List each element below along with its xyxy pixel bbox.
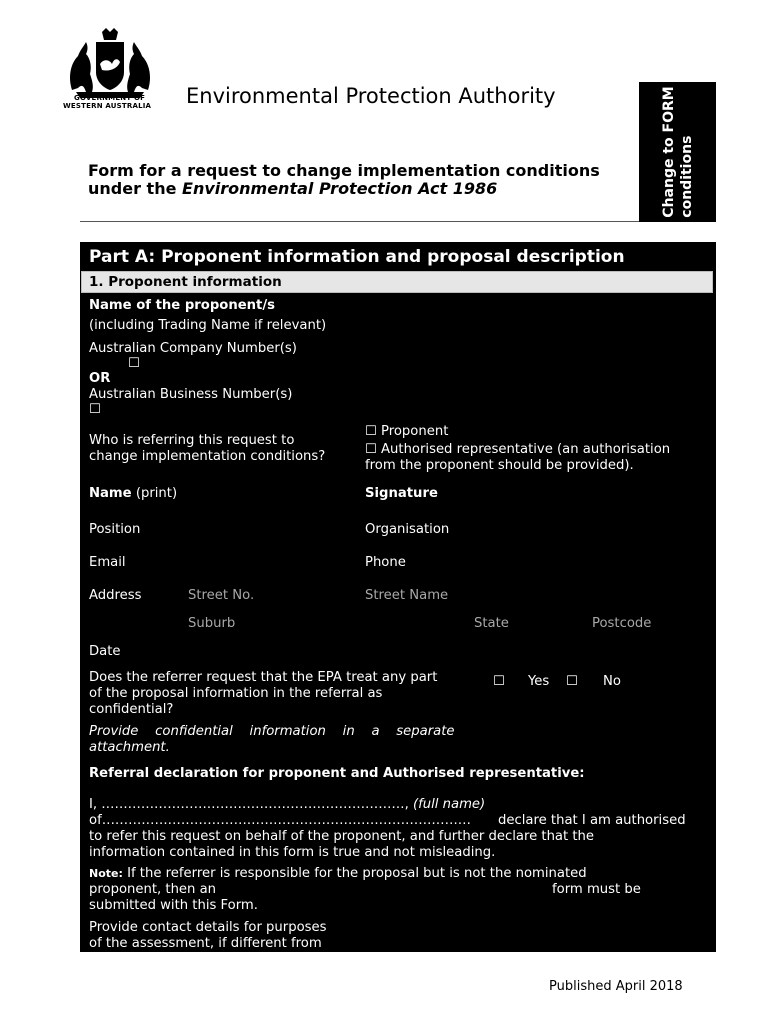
declaration-of-dots: of………………………………………………………………………… [89,813,471,828]
agency-name: Environmental Protection Authority [186,84,556,108]
or-label: OR [89,371,111,386]
part-a-panel [80,242,716,952]
declaration-line-1 [89,797,485,813]
note-label: Note: [89,867,123,880]
section-1-header [81,271,713,293]
published-date: Published April 2018 [549,979,683,994]
option-authorised-representative[interactable]: ☐ Authorised representative (an authorisation [365,442,671,457]
form-type-tab-text [660,86,696,217]
organisation-label: Organisation [365,522,450,537]
position-label: Position [89,522,141,537]
note-text: If the referrer is responsible for the proposal but is not the nominated [122,866,587,881]
address-label: Address [89,588,142,603]
no-label: No [603,674,621,689]
confidential-question-line-3: confidential? [89,702,174,717]
acn-checkbox[interactable]: ☐ [128,356,140,371]
confidential-question-line-1: Does the referrer request that the EPA treat any part [89,670,438,685]
trading-name-note: (including Trading Name if relevant) [89,318,327,333]
abn-label: Australian Business Number(s) [89,387,293,402]
provide-confidential-line-1: Provide confidential information in a separate [89,724,455,739]
form-type-tab [639,82,716,222]
declaration-heading: Referral declaration for proponent and Authorised representative: [89,766,585,781]
header-divider [80,221,716,222]
state-field[interactable]: State [474,616,509,631]
note-line-2b: form must be [552,882,641,897]
signature-label: Signature [365,486,438,501]
part-a-heading: Part A: Proponent information and proposal description [89,247,625,267]
contact-line-1: Provide contact details for purposes [89,920,327,935]
confidential-question-line-2: of the proposal information in the referral as [89,686,383,701]
declaration-line-3: to refer this request on behalf of the proponent, and further declare that the [89,829,595,844]
abn-checkbox[interactable]: ☐ [89,402,101,417]
phone-label: Phone [365,555,406,570]
declaration-line-4: information contained in this form is true and not misleading. [89,845,496,860]
no-checkbox[interactable]: ☐ [566,674,578,689]
acn-label: Australian Company Number(s) [89,341,297,356]
yes-label: Yes [528,674,550,689]
name-of-proponent-label: Name of the proponent/s [89,298,276,313]
street-no-field[interactable]: Street No. [188,588,255,603]
note-line-1 [89,866,587,882]
postcode-field[interactable]: Postcode [592,616,652,631]
section-1-label: 1. Proponent information [89,274,282,290]
government-line-1: GOVERNMENT OF [74,94,146,102]
referrer-question-line-2: change implementation conditions? [89,449,326,464]
option-proponent[interactable]: ☐ Proponent [365,424,449,439]
declaration-name-dots: I, ……………………………………………………………, [89,797,413,812]
declaration-authorised-text: declare that I am authorised [498,813,686,828]
provide-confidential-line-2: attachment. [89,740,170,755]
name-label: Name [89,486,132,501]
street-name-field[interactable]: Street Name [365,588,449,603]
suburb-field[interactable]: Suburb [188,616,236,631]
date-label: Date [89,644,121,659]
print-label: (print) [131,486,178,501]
email-label: Email [89,555,126,570]
act-name: Environmental Protection Act 1986 [182,179,498,198]
form-type-line-1: Change to FORM [660,86,677,218]
form-title-text: Form for a request to change implementation conditions under the [88,161,600,198]
option-authorised-note: from the proponent should be provided). [365,458,634,473]
form-title [88,162,628,198]
note-line-3: submitted with this Form. [89,898,258,913]
name-print-label [89,486,177,502]
yes-checkbox[interactable]: ☐ [493,674,505,689]
form-type-line-2: conditions [678,135,695,218]
referrer-question-line-1: Who is referring this request to [89,433,295,448]
note-line-2a: proponent, then an [89,882,217,897]
government-line-2: WESTERN AUSTRALIA [63,102,152,110]
contact-line-2: of the assessment, if different from [89,936,322,951]
full-name-hint: (full name) [412,797,486,812]
